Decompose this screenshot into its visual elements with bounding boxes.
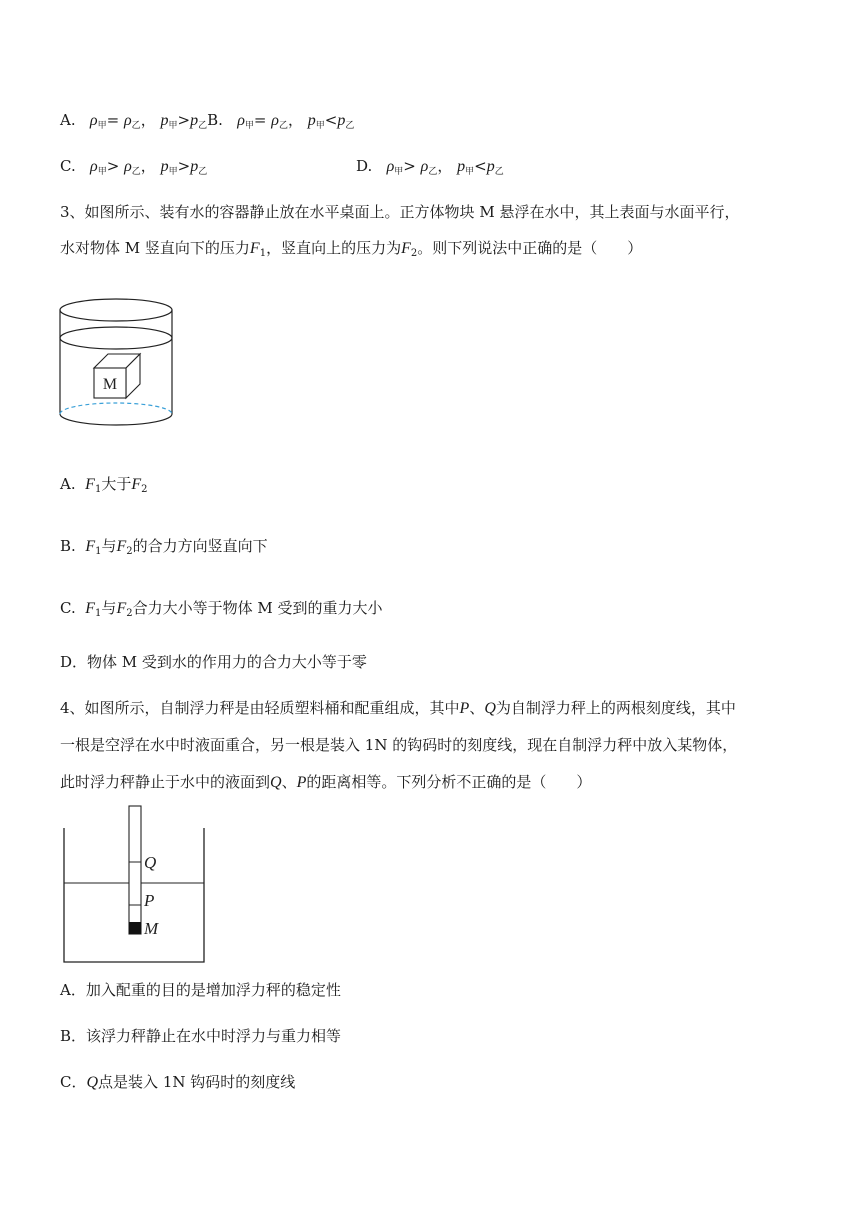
f-symbol: F [116, 538, 127, 555]
container-bottom-front [60, 414, 172, 425]
q-symbol: Q [86, 1074, 99, 1091]
subscript: 甲 [168, 167, 178, 177]
p-symbol: p [307, 112, 316, 129]
subscript: 乙 [198, 167, 208, 177]
relation: > [403, 157, 416, 175]
q3-stem-line2 [60, 238, 642, 264]
scale-tube [129, 806, 141, 934]
subscript: 1 [95, 546, 102, 557]
option-label: C. [60, 157, 76, 175]
q3-stem-line1: 3、如图所示、装有水的容器静止放在水平桌面上。正方体物块 M 悬浮在水中，其上表面与水面平行， [60, 203, 740, 221]
text: 水对物体 M 竖直向下的压力 [60, 239, 250, 257]
p-symbol: p [190, 158, 199, 175]
comma: ， [140, 111, 156, 129]
text: 与 [101, 599, 117, 617]
p-symbol: p [457, 158, 466, 175]
cube-label: M [102, 376, 118, 393]
subscript: 乙 [494, 167, 504, 177]
subscript: 2 [126, 546, 133, 557]
f-symbol: F [85, 476, 95, 493]
subscript: 甲 [315, 121, 325, 131]
m-label: M [144, 919, 159, 938]
subscript: 2 [410, 248, 418, 259]
text: 4、如图所示，自制浮力秤是由轻质塑料桶和配重组成，其中 [60, 699, 460, 717]
container-rim [60, 299, 172, 321]
p-symbol: P [459, 700, 470, 717]
q3-option-b [60, 536, 268, 562]
subscript: 甲 [97, 167, 107, 177]
subscript: 1 [259, 248, 267, 259]
subscript: 乙 [198, 121, 208, 131]
text: 的合力方向竖直向下 [132, 537, 268, 555]
relation: < [474, 157, 487, 175]
rho-symbol: ρ [237, 112, 245, 129]
option-label: B. [60, 537, 76, 555]
relation: > [106, 157, 120, 175]
text: 为自制浮力秤上的两根刻度线，其中 [495, 699, 736, 717]
rho-symbol: ρ [124, 158, 132, 175]
q2-option-c [60, 156, 207, 182]
option-label: B. [207, 111, 223, 129]
q2-option-d [356, 156, 504, 182]
q4-stem-line3 [60, 772, 591, 793]
text: 大于 [101, 475, 132, 493]
text: 与 [101, 537, 117, 555]
relation: = [106, 111, 120, 129]
p-label: P [144, 891, 155, 910]
subscript: 乙 [428, 167, 438, 177]
comma: ， [287, 111, 303, 129]
q4-stem-line1 [60, 698, 736, 719]
p-symbol: p [337, 112, 346, 129]
p-symbol: p [160, 158, 169, 175]
relation: < [324, 111, 338, 129]
q4-option-a: A．加入配重的目的是增加浮力秤的稳定性 [60, 981, 341, 999]
p-symbol: p [190, 112, 199, 129]
relation: = [253, 111, 267, 129]
subscript: 2 [141, 484, 148, 495]
rho-symbol: ρ [89, 112, 98, 129]
option-label: D. [356, 157, 373, 175]
subscript: 乙 [345, 121, 355, 131]
rho-symbol: ρ [90, 158, 98, 175]
text: 、 [281, 773, 297, 791]
f-symbol: F [116, 600, 127, 617]
subscript: 乙 [131, 121, 141, 131]
subscript: 甲 [244, 121, 254, 131]
subscript: 2 [126, 608, 133, 619]
relation: > [177, 157, 191, 175]
subscript: 乙 [278, 121, 288, 131]
q3-option-d: D．物体 M 受到水的作用力的合力大小等于零 [60, 653, 367, 671]
rho-symbol: ρ [271, 112, 279, 129]
comma: ， [140, 157, 156, 175]
comma: ， [437, 157, 453, 175]
f-symbol: F [85, 538, 96, 555]
f-symbol: F [249, 240, 260, 257]
option-label: C. [60, 599, 76, 617]
text: 。则下列说法中正确的是（ ） [417, 239, 643, 257]
buoyancy-scale-figure [58, 804, 208, 966]
q-symbol: Q [484, 700, 496, 717]
subscript: 甲 [97, 121, 107, 131]
q-label: Q [144, 853, 157, 872]
q4-stem-line2: 一根是空浮在水中时液面重合，另一根是装入 1N 的钩码时的刻度线，现在自制浮力秤中放入某物体， [60, 736, 738, 754]
q-symbol: Q [270, 774, 282, 791]
option-label: A. [60, 475, 76, 493]
p-symbol: p [160, 112, 169, 129]
text: 合力大小等于物体 M 受到的重力大小 [132, 599, 383, 617]
p-symbol: P [296, 774, 307, 791]
text: 点是装入 1N 钩码时的刻度线 [98, 1073, 296, 1091]
q3-option-c [60, 598, 383, 624]
relation: > [177, 111, 191, 129]
p-symbol: p [486, 158, 495, 175]
rho-symbol: ρ [420, 158, 429, 175]
f-symbol: F [401, 240, 411, 257]
subscript: 乙 [131, 167, 141, 177]
rho-symbol: ρ [123, 112, 132, 129]
container-bottom-back [60, 403, 172, 414]
subscript: 甲 [465, 167, 475, 177]
q4-option-b: B．该浮力秤静止在水中时浮力与重力相等 [60, 1027, 342, 1045]
subscript: 1 [94, 484, 102, 495]
text: 的距离相等。下列分析不正确的是（ ） [306, 773, 592, 791]
q4-option-c [60, 1072, 295, 1093]
rho-symbol: ρ [386, 158, 395, 175]
q2-options-row-1 [60, 110, 354, 136]
subscript: 甲 [168, 121, 178, 131]
f-symbol: F [131, 476, 142, 493]
q3-option-a [60, 474, 147, 500]
text: 、 [469, 699, 485, 717]
water-surface [60, 327, 172, 349]
text: ，竖直向上的压力为 [266, 239, 402, 257]
option-label: A. [60, 111, 76, 129]
subscript: 甲 [394, 167, 404, 177]
subscript: 1 [95, 608, 102, 619]
text: 此时浮力秤静止于水中的液面到 [60, 773, 271, 791]
f-symbol: F [85, 600, 96, 617]
option-label: C． [60, 1073, 87, 1091]
container-with-cube-figure [58, 290, 182, 440]
counterweight [129, 922, 141, 934]
